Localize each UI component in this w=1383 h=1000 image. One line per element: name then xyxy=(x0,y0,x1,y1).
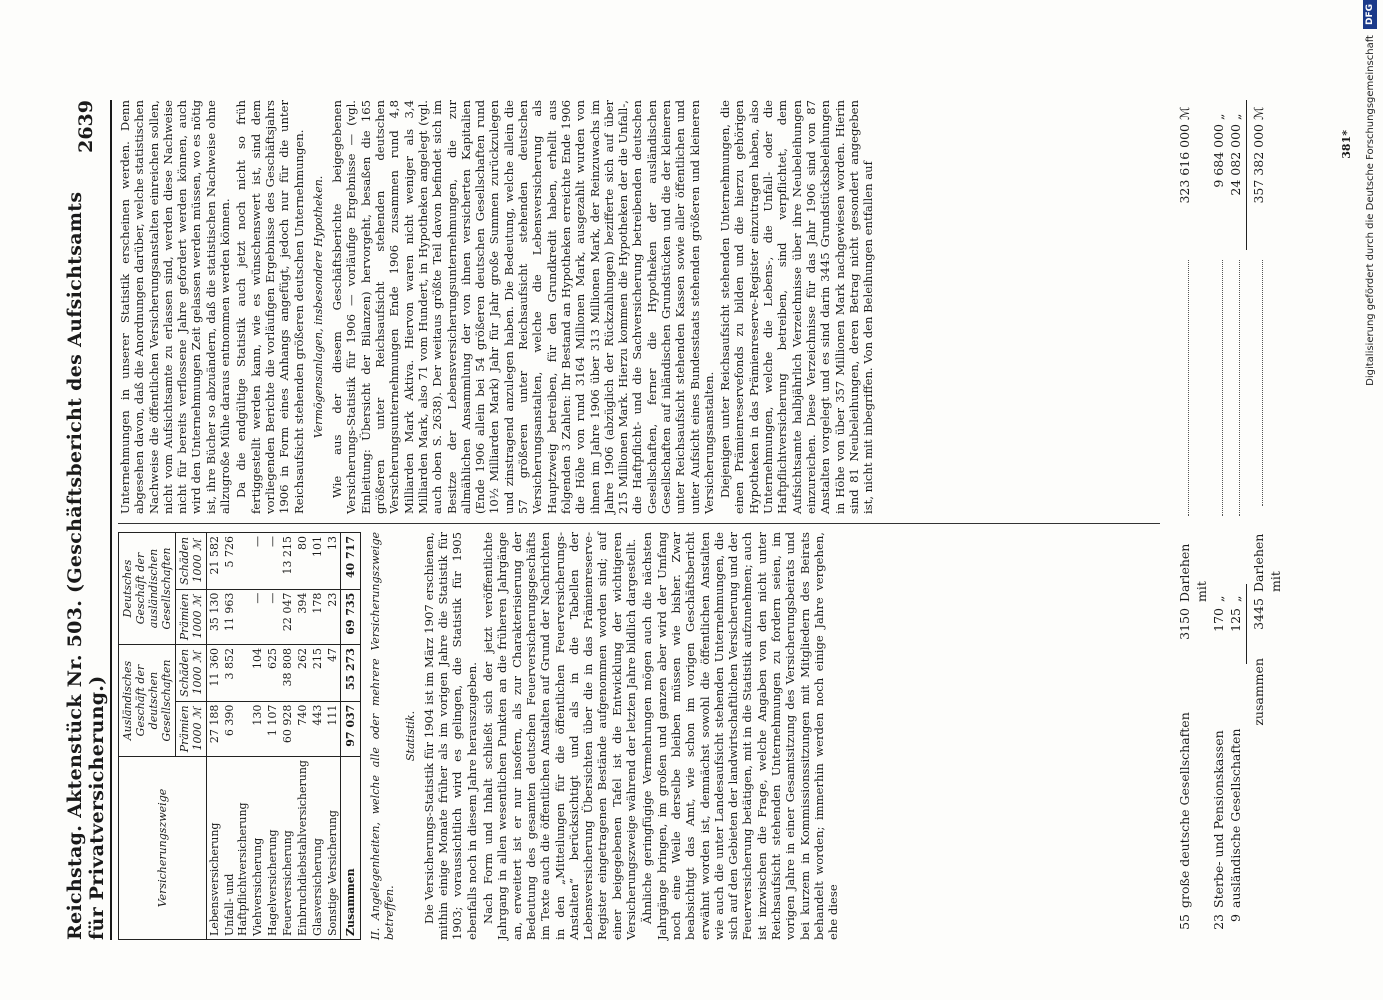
loan-row xyxy=(1227,100,1244,940)
loan-holder: Sterbe- und Pensionskassen xyxy=(1211,730,1226,908)
table-row xyxy=(250,533,265,940)
table-row xyxy=(280,533,295,940)
cell-value: 21 582 xyxy=(207,533,223,590)
cell-value: 60 928 xyxy=(280,701,295,756)
section-heading: II. Angelegenheiten, welche alle oder mehrere Versicherungszweige betreffen. xyxy=(369,532,397,940)
th-domestic-group: Ausländisches Geschäft der deutschen Gesellschaften xyxy=(119,645,176,757)
cell-value: — xyxy=(250,589,265,644)
cell-value: 3 852 xyxy=(222,645,250,702)
dfg-logo: DFG xyxy=(1363,0,1377,29)
row-label: Viehversicherung xyxy=(250,757,265,940)
cell-value: 5 726 xyxy=(222,533,250,590)
table-row xyxy=(207,533,223,940)
cell-value: 101 xyxy=(310,533,325,590)
row-label: Hagelversicherung xyxy=(265,757,280,940)
loan-amount: 323 616 000 xyxy=(1177,124,1192,204)
table-row xyxy=(265,533,280,940)
cell-value: 178 xyxy=(310,589,325,644)
table-total-row xyxy=(341,533,361,940)
total-value: 97 037 xyxy=(341,701,361,756)
total-value: 55 273 xyxy=(341,645,361,702)
cell-value: 262 xyxy=(295,645,310,702)
total-value: 69 735 xyxy=(341,589,361,644)
row-label: Unfall- und Haftpflichtversicherung xyxy=(222,757,250,940)
cell-value: 80 xyxy=(295,533,310,590)
cell-value: 27 188 xyxy=(207,701,223,756)
loan-unit: „ xyxy=(1228,113,1243,120)
cell-value: 625 xyxy=(265,645,280,702)
th-premium: Prämien 1000 ℳ xyxy=(176,589,207,644)
loan-row xyxy=(1176,100,1210,940)
loan-word: „ xyxy=(1228,595,1243,602)
paragraph: Die Versicherungs-Statistik für 1904 ist im März 1907 erschienen, mithin einige Monate früher als im vorigen Jahre die Statistik für 1903; voraussichtlich wird es gelingen, die Statistik für 1905 ebenfalls noch in diesem Jahre herauszugeben. xyxy=(421,532,479,940)
loan-holder: ausländische Gesellschaften xyxy=(1228,728,1243,908)
th-damage: Schäden 1000 ℳ xyxy=(176,645,207,702)
paragraph: Nach Form und Inhalt schließt sich der jetzt veröffentlichte Jahrgang in allen wesentlichen Punkten an die früheren Jahrgänge an, erweitert ist er nur insofern, als zur Charakterisierung der Bedeutung des gesamten deutschen Feuerversicherungsgeschäfts im Texte auch die öffentlichen Anstalten auf Grund der Nachrichten in den „Mitteilungen für die öffentlichen Feuerversicherungs-Anstalten“ berücksichtigt und als in die Tabellen der Lebensversicherung Übersichten über die in das Prämienreserve-Register eingetragenen Bestände aufgenommen worden sind; auf einer beigegebenen Tafel ist die Entwicklung der wichtigeren Versicherungszweige während der letzten Jahre bildlich dargestellt. xyxy=(481,532,639,940)
loan-holder: große deutsche Gesellschaften xyxy=(1177,712,1192,908)
cell-value: 443 xyxy=(310,701,325,756)
paragraph: Wie aus der diesem Geschäftsberichte beigegebenen Versicherungs-Statistik für 1906 — vorläufige Ergebnisse — (vgl. Einleitung: Übersicht der Bilanzen) hervorgeht, besaßen die 165 größeren unter Reichsaufsicht stehenden deutschen Versicherungsunternehmungen Ende 1906 zusammen rund 4,8 Milliarden Mark Aktiva. Hiervon waren nicht weniger als 3,4 Milliarden Mark, also 71 vom Hundert, in Hypotheken angelegt (vgl. auch oben S. 2638). Der weitaus größte Teil davon befindet sich im Besitze der Lebensversicherungsunternehmungen, die zur allmählichen Ansammlung der von ihnen versicherten Kapitalien (Ende 1906 allein bei 54 größeren deutschen Gesellschaften rund 10½ Milliarden Mark) Jahr für Jahr große Summen zurückzulegen und zinstragend anzulegen haben. Die Bedeutung, welche allein die 57 größeren unter Reichsaufsicht stehenden deutschen Versicherungsanstalten, welche die Lebensversicherung als Hauptzweig betreiben, für den Grundkredit haben, erhellt aus folgenden 3 Zahlen: Ihr Bestand an Hypotheken erreichte Ende 1906 die Höhe von rund 3164 Millionen Mark, ausgezahlt wurden von ihnen im Jahre 1906 über 313 Millionen Mark, der Reinzuwachs im Jahre 1906 (abzüglich der Rückzahlungen) bezifferte sich auf über 215 Millionen Mark. Hierzu kommen die Hypotheken der die Unfall-, die Haftpflicht- und die Sachversicherung betreibenden deutschen Gesellschaften, ferner die Hypotheken der ausländischen Gesellschaften auf inländischen Grundstücken und die der kleineren unter Reichsaufsicht stehenden Kassen sowie aller öffentlichen und unter Aufsicht eines Bundesstaats stehenden größeren und kleineren Versicherungsanstalten. xyxy=(330,100,716,514)
cell-value: 1 107 xyxy=(265,701,280,756)
loan-row xyxy=(1210,100,1227,940)
leader-dots xyxy=(1239,260,1240,516)
row-label: Lebensversicherung xyxy=(207,757,223,940)
row-label: Einbruchdiebstahlversicherung xyxy=(295,757,310,940)
cell-value: 22 047 xyxy=(280,589,295,644)
cell-value: 215 xyxy=(310,645,325,702)
total-word: Darlehen mit xyxy=(1251,533,1283,592)
row-label: Sonstige Versicherung xyxy=(325,757,341,940)
insurance-table xyxy=(118,532,361,940)
cell-value: 47 xyxy=(325,645,341,702)
loan-word: „ xyxy=(1211,595,1226,602)
total-number: 3445 xyxy=(1251,598,1266,630)
right-column xyxy=(118,100,877,514)
cell-value: — xyxy=(265,533,280,590)
loan-amount: 24 082 000 xyxy=(1228,124,1243,196)
cell-value: 13 xyxy=(325,533,341,590)
row-label: Feuerversicherung xyxy=(280,757,295,940)
cell-value: 23 xyxy=(325,589,341,644)
cell-value: 13 215 xyxy=(280,533,295,590)
loan-count: 9 xyxy=(1228,914,1243,922)
cell-value: — xyxy=(265,589,280,644)
leader-dots xyxy=(1262,260,1263,506)
cell-value: 11 360 xyxy=(207,645,223,702)
cell-value: — xyxy=(250,533,265,590)
header-title: Reichstag. Aktenstück Nr. 503. (Geschäftsbericht des Aufsichtsamts für Privatversicherung.) xyxy=(64,191,108,940)
column-divider xyxy=(118,523,1160,524)
loan-number: 170 xyxy=(1211,608,1226,632)
sheet-number: 381* xyxy=(1340,130,1353,159)
total-value: 40 717 xyxy=(341,533,361,590)
loan-word: Darlehen mit xyxy=(1177,543,1209,602)
cell-value: 740 xyxy=(295,701,310,756)
total-unit: ℳ xyxy=(1251,106,1266,120)
leader-dots xyxy=(1188,260,1189,516)
row-label: Glasversicherung xyxy=(310,757,325,940)
th-foreign-group: Deutsches Geschäft der ausländischen Gesellschaften xyxy=(119,533,176,645)
credit-text: Digitalisierung gefördert durch die Deutsche Forschungsgemeinschaft xyxy=(1364,35,1376,386)
cell-value: 11 963 xyxy=(222,589,250,644)
leader-dots xyxy=(1222,260,1223,516)
cell-value: 35 130 xyxy=(207,589,223,644)
loan-number: 3150 xyxy=(1177,608,1192,640)
th-premium: Prämien 1000 ℳ xyxy=(176,701,207,756)
loan-total-row xyxy=(1250,100,1284,940)
sum-rule-left xyxy=(1246,584,1247,664)
subheading-vermoegen: Vermögensanlagen, insbesondere Hypotheken. xyxy=(311,175,325,439)
total-label: zusammen xyxy=(1251,658,1266,726)
paragraph: Ähnliche geringfügige Vermehrungen mögen auch die nächsten Jahrgänge bringen, im großen und ganzen aber wird der Umfang noch eine Weile derselbe bleiben müssen wie bisher. Zwar beabsichtigt das Amt, wie schon im vorigen Geschäftsbericht erwähnt worden ist, demnächst sowohl die öffentlichen Anstalten wie auch die unter Landesaufsicht stehenden Unternehmungen, die sich auf den Gebieten der landwirtschaftlichen Versicherung und der Feuerversicherung betätigen, mit in die Statistik aufzunehmen; auch ist inzwischen die Frage, welche Angaben von den nicht unter Reichsaufsicht stehenden Unternehmungen zu fordern seien, im vorigen Jahre in einer Gesamtsitzung des Versicherungsbeirats und bei kurzem in Kommissionssitzungen mit Mitgliedern des Beirats behandelt worden; immerhin werden noch einige Jahre vergehen, ehe diese xyxy=(640,532,841,940)
th-branch: Versicherungszweige xyxy=(119,757,207,940)
loan-count: 23 xyxy=(1211,914,1226,930)
sum-rule xyxy=(1244,100,1250,940)
cell-value: 6 390 xyxy=(222,701,250,756)
table-row xyxy=(325,533,341,940)
total-amount: 357 382 000 xyxy=(1251,124,1266,204)
loan-number: 125 xyxy=(1228,608,1243,632)
sum-rule-right xyxy=(1246,100,1247,250)
loan-unit: ℳ xyxy=(1177,106,1192,120)
table-row xyxy=(222,533,250,940)
paragraph: Da die endgültige Statistik auch jetzt noch nicht so früh fertiggestellt werden kann, wie es wünschenswert ist, sind dem vorliegenden Berichte die vorläufigen Ergebnisse des Geschäftsjahrs 1906 in Form eines Anhangs angefügt, jedoch nur für die unter Reichsaufsicht stehenden größeren deutschen Unternehmungen. xyxy=(234,100,306,514)
loan-amount: 9 684 000 xyxy=(1211,124,1226,188)
loan-count: 55 xyxy=(1177,914,1192,930)
digitization-credit xyxy=(1360,0,1380,1000)
page-footer xyxy=(1340,100,1360,940)
cell-value: 104 xyxy=(250,645,265,702)
left-column xyxy=(118,532,843,940)
loan-unit: „ xyxy=(1211,113,1226,120)
header-rule xyxy=(110,100,112,940)
cell-value: 38 808 xyxy=(280,645,295,702)
th-damage: Schäden 1000 ℳ xyxy=(176,533,207,590)
paragraph: Unternehmungen in unserer Statistik erscheinen werden. Denn abgesehen davon, daß die Anordnungen darüber, welche statistischen Nachweise die öffentlichen Versicherungsanstalten einreichen sollen, nicht vom Aufsichtsamte zu erlassen sind, werden diese Nachweise nicht für bereits verflossene Jahre gefordert werden können, auch wird den Unternehmungen Zeit gelassen werden müssen, wo es nötig ist, ihre Bücher so abzuändern, daß die statistischen Nachweise ohne allzugroße Mühe daraus entnommen werden können. xyxy=(118,100,233,514)
cell-value: 111 xyxy=(325,701,341,756)
page-header xyxy=(66,100,106,940)
page-number: 2639 xyxy=(75,100,97,153)
table-row xyxy=(310,533,325,940)
cell-value: 394 xyxy=(295,589,310,644)
paragraph: Diejenigen unter Reichsaufsicht stehenden Unternehmungen, die einen Prämienreservefonds zu bilden und die hierzu gehörigen Hypotheken in das Prämienreserve-Register einzutragen haben, also Unternehmungen, welche die Lebens-, die Unfall- oder die Haftpflichtversicherung betreiben, sind verpflichtet, dem Aufsichtsamte halbjährlich Verzeichnisse über ihre Neubeleihungen einzureichen. Diese Verzeichnisse für das Jahr 1906 sind von 87 Anstalten vorgelegt und es sind darin 3445 Grundstücksbeleihungen in Höhe von über 357 Millionen Mark nachgewiesen worden. Hierin sind 81 Neubeleihungen, deren Betrag nicht gesondert angegeben ist, nicht mit inbegriffen. Von den Beleihungen entfallen auf xyxy=(718,100,876,514)
subheading-statistik: Statistik. xyxy=(403,710,417,762)
loan-summary xyxy=(1176,100,1284,940)
total-label: Zusammen xyxy=(341,757,361,940)
cell-value: 130 xyxy=(250,701,265,756)
table-row xyxy=(295,533,310,940)
